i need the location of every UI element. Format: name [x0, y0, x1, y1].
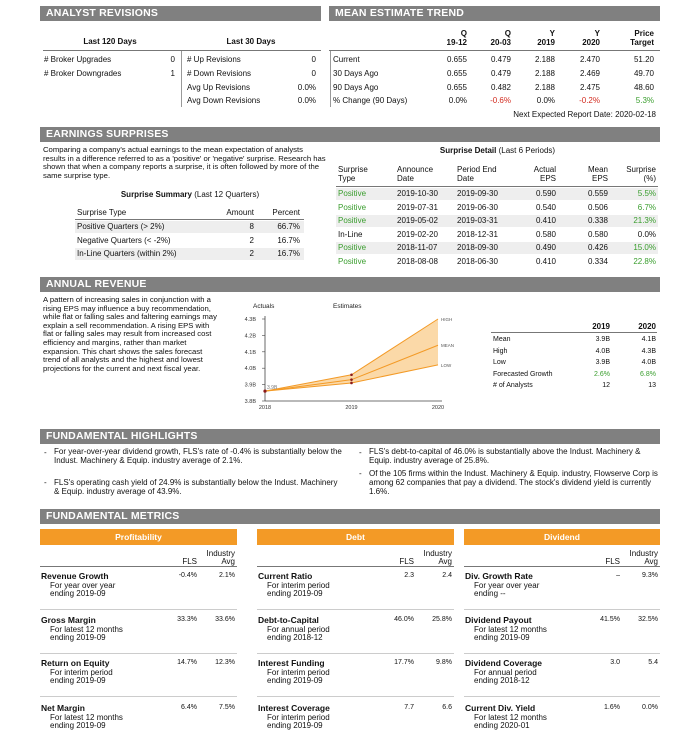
metric-sub1-2-3: For latest 12 months [474, 713, 547, 722]
detail-cell-5-1: 2018-08-08 [397, 257, 438, 266]
metric-sub2-1-2: ending 2019-09 [267, 676, 323, 685]
metric-ind-2-3: 0.0% [642, 704, 658, 711]
metric-sub2-2-3: ending 2020-01 [474, 721, 530, 730]
rev-2020-4: 13 [648, 382, 656, 389]
detail-cell-4-2: 2018-09-30 [457, 243, 498, 253]
rev-label-2: Low [493, 359, 506, 366]
surprise-detail-subtitle: (Last 6 Periods) [498, 146, 556, 155]
chart-y-tick-1: 4.2B [244, 333, 256, 340]
summary-type-1: Negative Quarters (< -2%) [77, 235, 171, 245]
chart-label-actuals: Actuals [253, 303, 275, 310]
me-cell-2-4: 48.60 [633, 83, 654, 92]
detail-head-top-3: Actual [533, 165, 556, 174]
fundamental-metrics-header: FUNDAMENTAL METRICS [40, 509, 660, 524]
detail-head-bot-4: EPS [591, 174, 608, 183]
detail-cell-2-2: 2019-03-31 [457, 216, 498, 226]
metric-label-1-0: Current Ratio [258, 571, 313, 581]
chart-point-2019-low [350, 382, 353, 385]
up-revisions-value: 0 [311, 55, 316, 64]
detail-cell-5-2: 2018-06-30 [457, 257, 498, 266]
me-col-head-bot-3: 2020 [582, 38, 600, 47]
metric-fls-1-0: 2.3 [404, 572, 414, 579]
rev-header-2019: 2019 [592, 322, 610, 331]
chart-y-tick-2: 4.1B [244, 349, 256, 356]
detail-cell-0-5: 5.5% [637, 189, 656, 198]
detail-cell-5-3: 0.410 [535, 257, 556, 266]
rev-label-3: Forecasted Growth [493, 370, 553, 378]
metric-rule-1-2 [257, 696, 454, 697]
metric-ind-1-2: 9.8% [436, 659, 452, 666]
detail-cell-2-5: 21.3% [633, 216, 656, 226]
metric-fls-1-3: 7.7 [404, 704, 414, 711]
rev-2020-2: 4.0B [641, 359, 656, 366]
metric-fls-1-1: 46.0% [394, 616, 414, 623]
detail-head-bot-1: Date [397, 174, 414, 183]
me-cell-0-2: 2.188 [534, 55, 555, 64]
detail-cell-0-3: 0.590 [535, 189, 556, 198]
summary-type-2: In-Line Quarters (within 2%) [77, 249, 177, 258]
surprise-summary-title-text: Surprise Summary [120, 190, 192, 199]
me-cell-1-2: 2.188 [534, 69, 555, 78]
bullet-2: - [44, 478, 47, 487]
me-cell-3-2: 0.0% [536, 96, 555, 105]
rev-2019-0: 3.9B [595, 336, 610, 343]
chart-actual-2018-label: 3.9B [267, 385, 278, 392]
metric-ind-0-1: 33.6% [215, 616, 235, 623]
detail-head-top-0: Surprise [338, 165, 368, 174]
detail-cell-1-3: 0.540 [535, 202, 556, 212]
highlight-1: For year-over-year dividend growth, FLS's rate of -0.4% is substantially below the Indust. Machinery & Equip. industry average of 2.1%. [54, 447, 342, 465]
metrics-section-profitability: Profitability [40, 529, 237, 545]
surprise-detail-title-text: Surprise Detail [439, 146, 497, 155]
detail-head-bot-3: EPS [539, 174, 556, 183]
detail-cell-4-0: Positive [338, 243, 367, 253]
detail-cell-3-3: 0.580 [535, 229, 556, 239]
me-cell-2-1: 0.482 [490, 83, 511, 92]
chart-label-mean: MEAN [441, 343, 455, 349]
chart-y-tick-5: 3.8B [244, 399, 256, 405]
me-col-head-top-1: Q [504, 29, 511, 38]
summary-header-amount: Amount [226, 208, 254, 217]
detail-cell-2-0: Positive [338, 216, 367, 226]
bullet-3: - [359, 448, 362, 457]
detail-cell-0-0: Positive [338, 189, 367, 198]
detail-cell-1-5: 6.7% [637, 202, 656, 212]
me-cell-1-1: 0.479 [490, 69, 511, 78]
metric-label-2-2: Dividend Coverage [465, 658, 542, 668]
detail-cell-0-4: 0.559 [587, 189, 608, 198]
me-col-head-top-4: Price [634, 29, 654, 38]
metric-ind-2-2: 5.4 [648, 659, 658, 666]
metric-sub2-2-2: ending 2018-12 [474, 676, 530, 685]
metric-sub1-0-1: For latest 12 months [50, 625, 123, 634]
metric-label-1-1: Debt-to-Capital [258, 615, 319, 625]
chart-x-tick-1: 2019 [345, 405, 358, 411]
metric-ind-2-0: 9.3% [642, 572, 658, 579]
me-cell-2-0: 0.655 [446, 83, 467, 92]
me-cell-0-4: 51.20 [633, 55, 654, 64]
detail-cell-1-0: Positive [338, 202, 367, 212]
metrics-col-ind-bot-1: Avg [438, 557, 452, 566]
metric-sub1-2-0: For year over year [474, 581, 540, 590]
metric-ind-2-1: 32.5% [638, 616, 658, 623]
me-col-head-bot-0: 19-12 [446, 38, 467, 47]
metric-label-0-1: Gross Margin [41, 615, 96, 625]
metrics-col-ind-top-1: Industry [423, 549, 452, 558]
detail-head-top-2: Period End [457, 165, 497, 174]
metric-ind-1-0: 2.4 [442, 572, 452, 579]
detail-cell-3-2: 2018-12-31 [457, 229, 498, 239]
metric-ind-1-3: 6.6 [442, 704, 452, 711]
rev-2020-1: 4.3B [641, 347, 656, 355]
rev-label-0: Mean [493, 336, 511, 343]
me-cell-0-3: 2.470 [579, 55, 600, 64]
metric-label-0-3: Net Margin [41, 703, 85, 713]
metric-ind-0-2: 12.3% [215, 659, 235, 666]
summary-percent-1: 16.7% [277, 235, 300, 245]
metric-sub1-2-1: For latest 12 months [474, 625, 547, 634]
metric-fls-2-0: – [616, 572, 620, 579]
me-col-head-bot-2: 2019 [537, 38, 555, 47]
avg-down-revisions-label: Avg Down Revisions [187, 96, 261, 105]
detail-cell-2-3: 0.410 [535, 216, 556, 226]
next-report-date: Next Expected Report Date: 2020-02-18 [513, 110, 656, 119]
rev-2019-4: 12 [602, 382, 610, 389]
summary-amount-2: 2 [249, 249, 254, 258]
last-30-days-heading: Last 30 Days [226, 37, 276, 46]
chart-label-estimates: Estimates [333, 303, 362, 310]
bullet-4: - [359, 469, 362, 478]
metric-label-2-1: Dividend Payout [465, 615, 532, 625]
detail-cell-1-1: 2019-07-31 [397, 202, 438, 212]
metric-rule-0-0 [40, 609, 237, 610]
rev-2019-3: 2.6% [594, 370, 610, 378]
detail-head-top-4: Mean [587, 165, 608, 174]
detail-head-bot-0: Type [338, 174, 356, 183]
me-vline [330, 51, 331, 107]
summary-percent-2: 16.7% [277, 249, 300, 258]
surprise-summary-title [75, 190, 305, 200]
metric-sub2-2-0: ending -- [474, 589, 506, 598]
me-cell-2-2: 2.188 [534, 83, 555, 92]
chart-marks [263, 317, 454, 393]
metric-rule-2-1 [464, 653, 660, 654]
me-cell-3-0: 0.0% [448, 96, 467, 105]
metric-sub2-0-2: ending 2019-09 [50, 676, 106, 685]
surprise-summary-subtitle: (Last 12 Quarters) [194, 190, 260, 199]
summary-percent-0: 66.7% [277, 222, 300, 231]
summary-type-0: Positive Quarters (> 2%) [77, 222, 165, 231]
detail-cell-5-4: 0.334 [587, 257, 608, 266]
metric-fls-0-2: 14.7% [177, 659, 197, 666]
metric-label-2-0: Div. Growth Rate [465, 571, 533, 581]
summary-header-type: Surprise Type [77, 208, 127, 217]
me-row-label-0: Current [333, 55, 360, 64]
detail-cell-1-2: 2019-06-30 [457, 202, 498, 212]
me-row-label-1: 30 Days Ago [333, 69, 379, 78]
metric-rule-2-2 [464, 696, 660, 697]
avg-up-revisions-value: 0.0% [297, 83, 316, 92]
detail-cell-4-1: 2018-11-07 [397, 243, 438, 253]
me-col-head-bot-1: 20-03 [490, 38, 511, 47]
detail-head-top-1: Announce [397, 165, 434, 174]
metric-sub1-1-3: For interim period [267, 713, 330, 722]
rev-header-2020: 2020 [638, 322, 656, 331]
chart-label-high: HIGH [441, 317, 453, 322]
metrics-section-dividend: Dividend [464, 529, 660, 545]
me-cell-3-4: 5.3% [635, 96, 654, 105]
metric-rule-2-0 [464, 609, 660, 610]
metric-sub2-1-3: ending 2019-09 [267, 721, 323, 730]
broker-downgrades-value: 1 [170, 69, 175, 78]
chart-point-2019-mean [350, 378, 353, 381]
metric-sub1-1-2: For interim period [267, 668, 330, 677]
metric-fls-2-3: 1.6% [604, 704, 620, 711]
detail-cell-5-0: Positive [338, 257, 367, 266]
detail-cell-0-1: 2019-10-30 [397, 189, 438, 198]
summary-amount-0: 8 [249, 222, 254, 231]
metrics-header-rule-2 [464, 566, 660, 567]
rev-label-1: High [493, 347, 508, 355]
metric-ind-0-0: 2.1% [219, 572, 235, 579]
summary-header-percent: Percent [272, 208, 300, 217]
metric-sub2-0-1: ending 2019-09 [50, 633, 106, 642]
me-cell-0-0: 0.655 [446, 55, 467, 64]
metrics-col-fls-1: FLS [399, 557, 414, 566]
detail-cell-0-2: 2019-09-30 [457, 189, 498, 198]
me-row-label-3: % Change (90 Days) [333, 96, 408, 105]
detail-cell-3-0: In-Line [338, 229, 363, 239]
metric-ind-0-3: 7.5% [219, 704, 235, 711]
chart-point-2019-high [350, 373, 353, 376]
avg-up-revisions-label: Avg Up Revisions [187, 83, 250, 92]
metrics-col-ind-bot-0: Avg [221, 557, 235, 566]
metric-rule-1-0 [257, 609, 454, 610]
broker-upgrades-value: 0 [170, 55, 175, 64]
down-revisions-value: 0 [311, 69, 316, 78]
metrics-header-rule-1 [257, 566, 454, 567]
up-revisions-label: # Up Revisions [187, 55, 241, 64]
metrics-col-fls-0: FLS [182, 557, 197, 566]
fundamental-highlights-header: FUNDAMENTAL HIGHLIGHTS [40, 429, 660, 444]
detail-cell-5-5: 22.8% [633, 257, 656, 266]
metric-fls-2-2: 3.0 [610, 659, 620, 666]
broker-downgrades-label: # Broker Downgrades [44, 69, 122, 78]
metric-rule-1-1 [257, 653, 454, 654]
summary-amount-1: 2 [249, 235, 254, 245]
metric-label-2-3: Current Div. Yield [465, 703, 536, 713]
me-cell-3-3: -0.2% [579, 96, 600, 105]
metrics-col-fls-2: FLS [605, 557, 620, 566]
metrics-section-debt: Debt [257, 529, 454, 545]
metrics-col-ind-bot-2: Avg [644, 557, 658, 566]
detail-cell-2-1: 2019-05-02 [397, 216, 438, 226]
metric-label-1-3: Interest Coverage [258, 703, 330, 713]
detail-head-bot-2: Date [457, 174, 474, 183]
rev-2020-3: 6.8% [640, 370, 656, 378]
detail-cell-4-3: 0.490 [535, 243, 556, 253]
me-cell-3-1: -0.6% [490, 96, 511, 105]
metric-sub2-0-0: ending 2019-09 [50, 589, 106, 598]
metric-sub1-0-0: For year over year [50, 581, 116, 590]
chart-y-tick-0: 4.3B [244, 317, 256, 323]
rev-2020-0: 4.1B [641, 336, 656, 343]
metric-ind-1-1: 25.8% [432, 616, 452, 623]
me-cell-0-1: 0.479 [490, 55, 511, 64]
detail-head-bot-5: (%) [643, 174, 656, 183]
me-col-head-top-2: Y [549, 29, 555, 38]
me-col-head-top-3: Y [594, 29, 600, 38]
detail-cell-3-5: 0.0% [637, 229, 656, 239]
me-cell-2-3: 2.475 [579, 83, 600, 92]
metric-sub1-0-3: For latest 12 months [50, 713, 123, 722]
metric-sub1-0-2: For interim period [50, 668, 113, 677]
metric-sub1-1-0: For interim period [267, 581, 330, 590]
metric-sub1-2-2: For annual period [474, 668, 537, 677]
bullet-1: - [44, 448, 47, 457]
down-revisions-label: # Down Revisions [187, 69, 252, 78]
highlight-3: FLS's debt-to-capital of 46.0% is substantially above the Indust. Machinery & Equip. industry average of 25.8%. [369, 447, 641, 465]
detail-cell-4-4: 0.426 [587, 243, 608, 253]
surprise-detail-title [335, 146, 660, 156]
metric-sub2-2-1: ending 2019-09 [474, 633, 530, 642]
metric-fls-2-1: 41.5% [600, 616, 620, 623]
chart-x-tick-0: 2018 [258, 405, 272, 411]
me-cell-1-4: 49.70 [633, 69, 654, 78]
chart-y-tick-4: 3.9B [244, 382, 256, 389]
metrics-header-rule-0 [40, 566, 237, 567]
metric-sub1-1-1: For annual period [267, 625, 330, 634]
detail-cell-2-4: 0.338 [587, 216, 608, 226]
chart-x-tick-2: 2020 [431, 405, 445, 411]
highlight-4: Of the 105 firms within the Indust. Machinery & Equip. industry, Flowserve Corp is among 62 companies that pay a dividend. The stock's dividend yield is currently 1.6%. [369, 469, 658, 496]
annual-revenue-header: ANNUAL REVENUE [40, 277, 660, 292]
metric-fls-0-3: 6.4% [181, 704, 197, 711]
rev-2019-1: 4.0B [595, 347, 610, 355]
metric-rule-0-2 [40, 696, 237, 697]
last-120-days-heading: Last 120 Days [83, 37, 137, 46]
metric-rule-0-1 [40, 653, 237, 654]
detail-cell-3-4: 0.580 [587, 229, 608, 239]
chart-label-low: LOW [441, 362, 452, 368]
detail-cell-3-1: 2019-02-20 [397, 229, 438, 239]
metrics-col-ind-top-0: Industry [206, 549, 235, 558]
me-col-head-top-0: Q [460, 29, 467, 38]
analyst-revisions-header: ANALYST REVISIONS [40, 6, 321, 21]
me-cell-1-3: 2.469 [579, 69, 600, 78]
mean-estimate-header: MEAN ESTIMATE TREND [329, 6, 660, 21]
metric-sub2-1-0: ending 2019-09 [267, 589, 323, 598]
me-cell-1-0: 0.655 [446, 69, 467, 78]
annual-revenue-chart [220, 295, 480, 415]
metric-label-1-2: Interest Funding [258, 658, 325, 668]
avg-down-revisions-value: 0.0% [297, 96, 316, 105]
chart-y-tick-3: 4.0B [244, 366, 256, 373]
metric-fls-1-2: 17.7% [394, 659, 414, 666]
earnings-surprises-description: Comparing a company's actual earnings to the mean expectation of analysts results in a difference referred to as a 'positive' or 'negative' surprise. Research has shown that when a company reports a surprise, it is often followed by more of the same surprise type. [43, 145, 326, 180]
broker-upgrades-label: # Broker Upgrades [44, 55, 112, 64]
metric-label-0-2: Return on Equity [41, 658, 110, 668]
highlight-2: FLS's operating cash yield of 24.9% is substantially below the Indust. Machinery & Equip. industry average of 43.9%. [54, 478, 338, 496]
detail-head-top-5: Surprise [626, 165, 656, 174]
metric-fls-0-1: 33.3% [177, 616, 197, 623]
rev-2019-2: 3.9B [595, 359, 610, 366]
me-col-head-bot-4: Target [630, 38, 654, 47]
metric-label-0-0: Revenue Growth [41, 571, 109, 581]
detail-cell-4-5: 15.0% [633, 243, 656, 253]
annual-revenue-description: A pattern of increasing sales in conjunction with a rising EPS may influence a buy recommendation, while flat or falling sales and faltering earnings may explain a sell recommendation. A rising EPS with flat or falling sales may result from increased cost efficiency and margins, rather than market expansion. This chart shows the sales forecast trend of all analysts and the highest and lowest projections for the current and next fiscal year. [43, 295, 217, 373]
earnings-surprises-header: EARNINGS SURPRISES [40, 127, 660, 142]
rev-label-4: # of Analysts [493, 382, 533, 389]
detail-cell-1-4: 0.506 [587, 202, 608, 212]
metric-sub2-1-1: ending 2018-12 [267, 633, 323, 642]
me-row-label-2: 90 Days Ago [333, 83, 379, 92]
metrics-col-ind-top-2: Industry [629, 549, 658, 558]
metric-sub2-0-3: ending 2019-09 [50, 721, 106, 730]
metric-fls-0-0: -0.4% [178, 572, 197, 579]
